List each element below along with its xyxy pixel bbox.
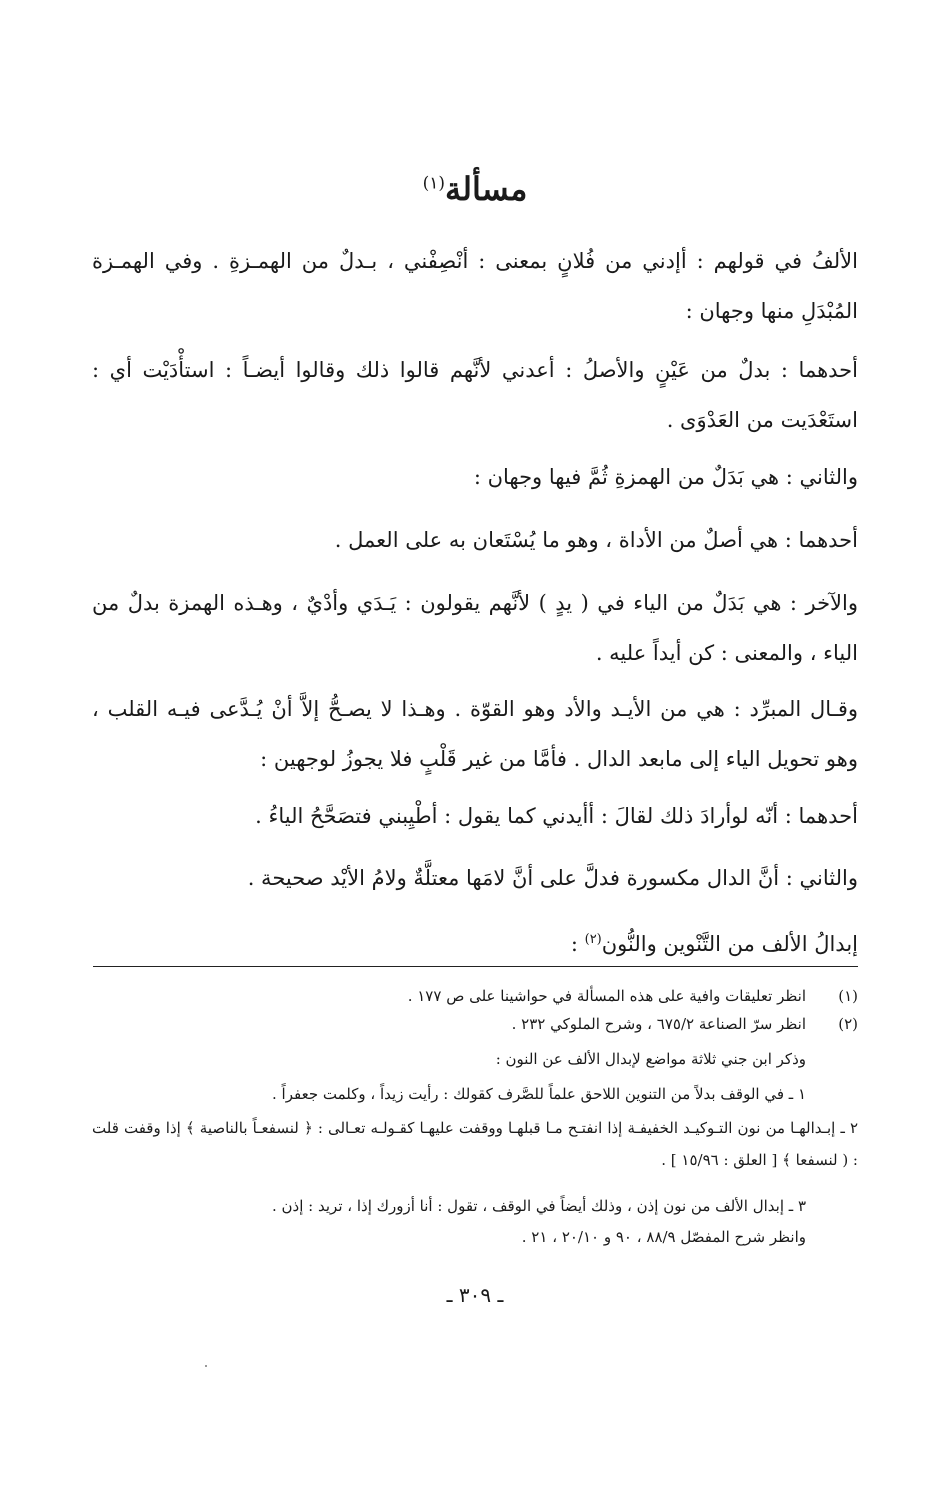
paragraph-2: أحدهما : بدلٌ من عَيْنٍ والأصلُ : أعدني لأنَّهم قالوا ذلك وقالوا أيضـاً : استأْدَيْت أي : استَعْدَيت من العَدْوَى . (92, 358, 858, 432)
section-title (0, 170, 950, 208)
paragraph-4: أحدهما : هي أصلٌ من الأداة ، وهو ما يُسْتَعان به على العمل . (334, 528, 858, 552)
footnote-2-line-1: وذكر ابن جني ثلاثة مواضع لإبدال الألف عن النون : (495, 1050, 806, 1068)
subheading-colon: : (570, 932, 585, 956)
paragraph-8: والثاني : أنَّ الدال مكسورة فدلَّ على أنَّ لامَها معتلَّةٌ ولامُ الأيْد صحيحة . (247, 866, 858, 890)
paragraph-3: والثاني : هي بَدَلٌ من الهمزةِ ثُمَّ فيها وجهان : (473, 465, 858, 489)
footnote-2-text: انظر سرّ الصناعة ٦٧٥/٢ ، وشرح الملوكي ٢٣٢ . (511, 1015, 806, 1033)
page-number: ـ ٣٠٩ ـ (446, 1283, 504, 1307)
paragraph-7: أحدهما : أنّه لوأرادَ ذلك لقالَ : أأيدني كما يقول : أطْيِبني فتصَحَّحُ الياءُ . (255, 804, 858, 828)
footnote-2-item-3: ٣ ـ إبدال الألف من نون إذن ، وذلك أيضاً في الوقف ، تقول : أنا أزورك إذا ، تريد : إذن . (272, 1197, 806, 1215)
subheading-text: إبدالُ الألف من التَّنْوين والنُّون (601, 932, 858, 956)
footnote-2-line-last: وانظر شرح المفصّل ٨٨/٩ ، ٩٠ و ٢٠/١٠ ، ٢١ . (521, 1228, 806, 1246)
paragraph-5: والآخر : هي بَدَلٌ من الياء في ( يدٍ ) لأنَّهم يقولون : يَـدَي وأدْيٌ ، وهـذه الهمزة بدلٌ من الياء ، والمعنى : كن أيداً عليه . (92, 591, 858, 665)
footnote-2-number: (٢) (838, 1015, 858, 1033)
footnote-1 (92, 983, 858, 1010)
paragraph-6: وقـال المبرِّد : هي من الأيـد والأد وهو القوّة . وهـذا لا يصـحُّ إلاَّ أنْ يُـدَّعى فيـه القلب ، وهو تحويل الياء إلى مابعد الدال . فأمَّا من غير قَلْبٍ فلا يجوزُ لوجهين : (92, 697, 858, 771)
footnote-1-number: (١) (838, 987, 858, 1005)
footnote-2-item-1: ١ ـ في الوقف بدلاً من التنوين اللاحق علماً للصَّرف كقولك : رأيت زيداً ، وكلمت جعفراً . (272, 1085, 806, 1103)
subheading (92, 915, 858, 969)
footnote-2 (92, 1011, 858, 1038)
paragraph-1: الألفُ في قولهم : أإدني من فُلانٍ بمعنى : أنْصِفْني ، بـدلٌ من الهمـزةِ . وفي الهمـزة المُبْدَلِ منها وجهان : (92, 249, 858, 323)
footnote-ref-2[interactable]: (٢) (584, 932, 602, 947)
section-title-text: مسألة (445, 170, 528, 208)
footnote-2-item-2: ٢ ـ إبـدالهـا من نون التـوكيـد الخفيفـة إذا انفتـح مـا قبلهـا ووقفت عليهـا كقـولـه تعـالى : ﴿ لنسفعـاً بالناصية ﴾ إذا وقفت قلت : ( لنسفعا ﴾ [ العلق : ١٥/٩٦ ] . (92, 1119, 858, 1169)
scan-speck (205, 1365, 207, 1367)
footnote-ref-1[interactable]: (١) (422, 173, 446, 194)
footnote-1-text: انظر تعليقات وافية على هذه المسألة في حواشينا على ص ١٧٧ . (407, 987, 806, 1005)
footnote-divider (93, 966, 858, 967)
